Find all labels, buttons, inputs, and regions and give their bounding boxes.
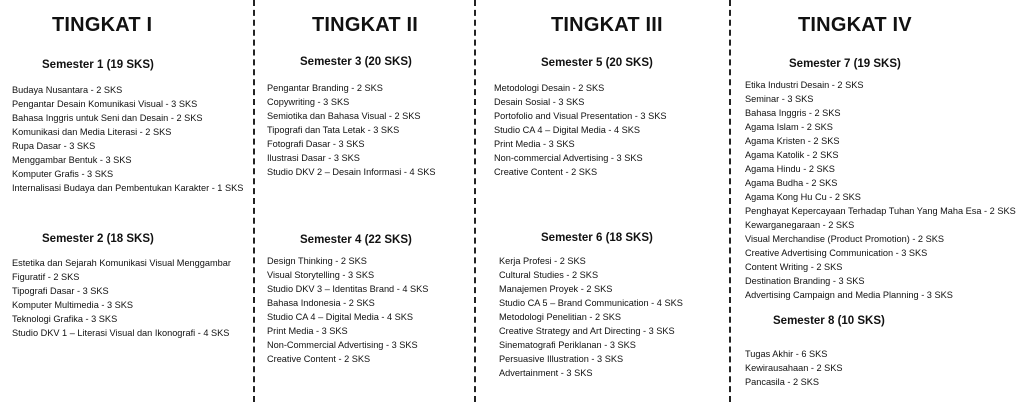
course-item: Cultural Studies - 2 SKS [499,270,599,280]
course-item: Print Media - 3 SKS [494,139,575,149]
course-item: Desain Sosial - 3 SKS [494,97,585,107]
column-tingkat-2 [256,0,472,402]
course-item: Studio CA 5 – Brand Communication - 4 SKS [499,298,683,308]
course-list [745,78,1016,302]
course-item: Estetika dan Sejarah Komunikasi Visual Menggambar [12,258,231,268]
course-item: Agama Budha - 2 SKS [745,178,838,188]
course-list [745,347,843,389]
course-item: Agama Katolik - 2 SKS [745,150,839,160]
course-item: Print Media - 3 SKS [267,326,348,336]
course-item: Tipografi Dasar - 3 SKS [12,286,109,296]
course-item: Advertainment - 3 SKS [499,368,593,378]
course-item: Agama Hindu - 2 SKS [745,164,835,174]
column-title: TINGKAT II [312,14,419,36]
course-item: Kewirausahaan - 2 SKS [745,363,843,373]
semester-title: Semester 5 (20 SKS) [541,57,653,69]
course-item: Visual Merchandise (Product Promotion) - 2 SKS [745,234,944,244]
column-title: TINGKAT IV [798,14,912,36]
course-item: Tugas Akhir - 6 SKS [745,349,828,359]
column-title: TINGKAT I [52,14,153,36]
course-item: Etika Industri Desain - 2 SKS [745,80,864,90]
semester-title: Semester 8 (10 SKS) [773,315,885,327]
course-item: Teknologi Grafika - 3 SKS [12,314,118,324]
course-item: Kerja Profesi - 2 SKS [499,256,586,266]
course-list [494,81,666,179]
semester-title: Semester 1 (19 SKS) [42,59,154,71]
course-item: Agama Kong Hu Cu - 2 SKS [745,192,861,202]
course-item: Semiotika dan Bahasa Visual - 2 SKS [267,111,421,121]
course-list [267,81,436,179]
course-item: Studio DKV 2 – Desain Informasi - 4 SKS [267,167,436,177]
course-item: Figuratif - 2 SKS [12,272,80,282]
course-item: Budaya Nusantara - 2 SKS [12,85,123,95]
course-list [499,254,683,380]
course-item: Creative Content - 2 SKS [267,354,371,364]
column-tingkat-4 [732,0,1024,402]
course-item: Ilustrasi Dasar - 3 SKS [267,153,360,163]
course-item: Agama Islam - 2 SKS [745,122,833,132]
course-item: Portofolio and Visual Presentation - 3 SKS [494,111,667,121]
course-item: Rupa Dasar - 3 SKS [12,141,96,151]
course-item: Menggambar Bentuk - 3 SKS [12,155,132,165]
course-item: Seminar - 3 SKS [745,94,814,104]
course-item: Creative Content - 2 SKS [494,167,598,177]
course-item: Persuasive Illustration - 3 SKS [499,354,624,364]
course-item: Destination Branding - 3 SKS [745,276,865,286]
course-item: Bahasa Inggris - 2 SKS [745,108,841,118]
semester-title: Semester 3 (20 SKS) [300,56,412,68]
course-item: Internalisasi Budaya dan Pembentukan Karakter - 1 SKS [12,183,244,193]
course-item: Studio CA 4 – Digital Media - 4 SKS [267,312,414,322]
semester-title: Semester 2 (18 SKS) [42,233,154,245]
course-item: Studio DKV 1 – Literasi Visual dan Ikonografi - 4 SKS [12,328,230,338]
course-item: Creative Advertising Communication - 3 SKS [745,248,928,258]
column-title: TINGKAT III [551,14,663,36]
course-item: Komunikasi dan Media Literasi - 2 SKS [12,127,172,137]
course-item: Advertising Campaign and Media Planning - 3 SKS [745,290,953,300]
course-item: Metodologi Desain - 2 SKS [494,83,605,93]
course-item: Tipografi dan Tata Letak - 3 SKS [267,125,400,135]
course-item: Design Thinking - 2 SKS [267,256,367,266]
course-item: Pancasila - 2 SKS [745,377,820,387]
course-list [12,83,243,195]
course-list [267,254,428,366]
course-item: Pengantar Branding - 2 SKS [267,83,383,93]
course-item: Penghayat Kepercayaan Terhadap Tuhan Yang Maha Esa - 2 SKS [745,206,1016,216]
course-item: Komputer Grafis - 3 SKS [12,169,114,179]
column-divider-3 [729,0,731,402]
course-item: Metodologi Penelitian - 2 SKS [499,312,622,322]
column-tingkat-1 [0,0,252,402]
course-item: Kewarganegaraan - 2 SKS [745,220,855,230]
course-item: Visual Storytelling - 3 SKS [267,270,375,280]
course-item: Pengantar Desain Komunikasi Visual - 3 SKS [12,99,198,109]
column-divider-1 [253,0,255,402]
course-item: Bahasa Inggris untuk Seni dan Desain - 2 SKS [12,113,203,123]
course-list [12,256,231,340]
column-divider-2 [474,0,476,402]
course-item: Non-Commercial Advertising - 3 SKS [267,340,418,350]
semester-title: Semester 6 (18 SKS) [541,232,653,244]
column-tingkat-3 [477,0,727,402]
course-item: Agama Kristen - 2 SKS [745,136,840,146]
course-item: Fotografi Dasar - 3 SKS [267,139,365,149]
course-item: Non-commercial Advertising - 3 SKS [494,153,643,163]
course-item: Creative Strategy and Art Directing - 3 SKS [499,326,675,336]
course-item: Studio CA 4 – Digital Media - 4 SKS [494,125,641,135]
semester-title: Semester 7 (19 SKS) [789,58,901,70]
semester-title: Semester 4 (22 SKS) [300,234,412,246]
course-item: Sinematografi Periklanan - 3 SKS [499,340,636,350]
course-item: Komputer Multimedia - 3 SKS [12,300,134,310]
course-item: Bahasa Indonesia - 2 SKS [267,298,375,308]
course-item: Copywriting - 3 SKS [267,97,350,107]
course-item: Manajemen Proyek - 2 SKS [499,284,613,294]
course-item: Content Writing - 2 SKS [745,262,843,272]
course-item: Studio DKV 3 – Identitas Brand - 4 SKS [267,284,429,294]
